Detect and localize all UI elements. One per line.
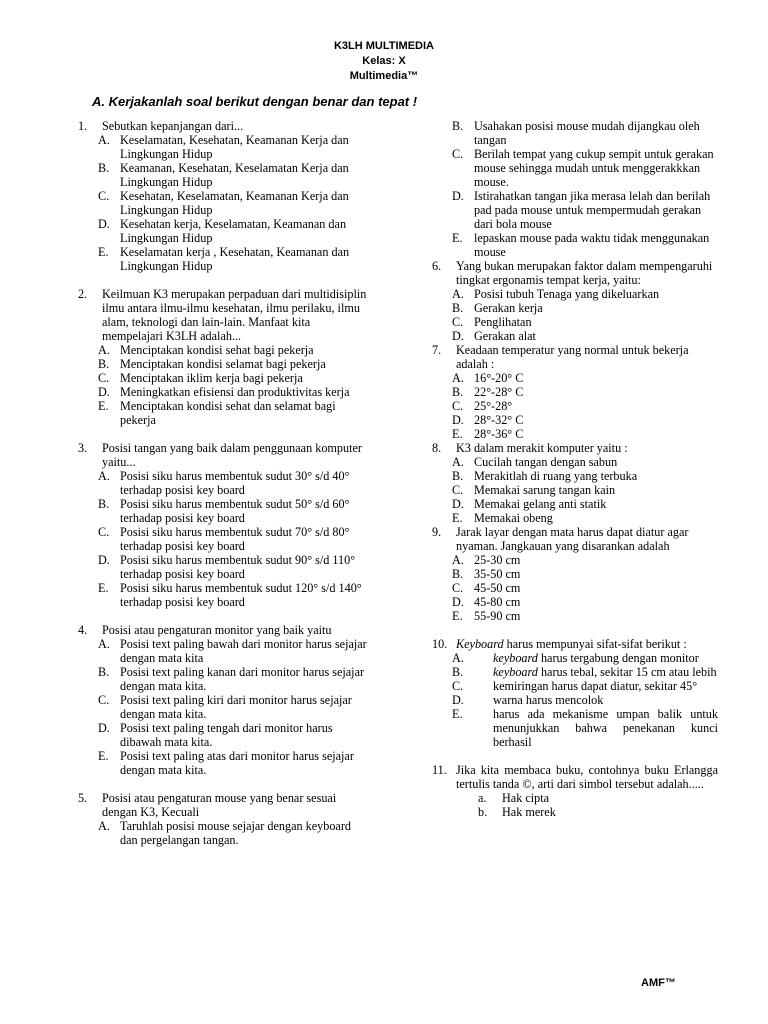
question-stem: Jarak layar dengan mata harus dapat diatur agar nyaman. Jangkauan yang disarankan adalah (456, 525, 689, 553)
question-number: 7. (432, 343, 442, 357)
option-d: D. Memakai gelang anti statik (452, 497, 607, 511)
question-1 (78, 119, 368, 273)
question-2 (78, 287, 368, 427)
footer-mark: AMF™ (641, 977, 676, 989)
option-a: A. Posisi tubuh Tenaga yang dikeluarkan (452, 287, 660, 301)
option-c: C. kemiringan harus dapat diatur, sekitar 45° (452, 679, 698, 693)
option-c: C. Penglihatan (452, 315, 532, 329)
left-column (78, 119, 368, 847)
question-5 (78, 791, 368, 847)
option-d: D. Istirahatkan tangan jika merasa lelah dan berilah pad pada mouse untuk mempermudah gerakan dari bola mouse (452, 189, 711, 231)
option-e: E. 55-90 cm (452, 609, 521, 623)
question-stem: harus mempunyai sifat-sifat berikut : (503, 637, 687, 651)
question-stem: Jika kita membaca buku, contohnya buku Erlangga tertulis tanda ©, arti dari simbol tersebut adalah..... (456, 763, 718, 791)
option-c: C. Menciptakan iklim kerja bagi pekerja (98, 371, 303, 385)
question-5-cont (432, 119, 718, 259)
question-stem: K3 dalam merakit komputer yaitu : (456, 441, 628, 455)
question-number: 11. (432, 763, 447, 777)
option-b: B. 22°-28° C (452, 385, 524, 399)
doc-subject: Multimedia™ (349, 70, 419, 82)
option-d: D. Gerakan alat (452, 329, 536, 343)
option-d: D. Posisi siku harus membentuk sudut 90° s/d 110° terhadap posisi key board (98, 553, 356, 581)
keyword-italic: Keyboard (456, 637, 504, 651)
question-10 (432, 637, 718, 749)
option-b: B. Merakitlah di ruang yang terbuka (452, 469, 638, 483)
option-b: B. Menciptakan kondisi selamat bagi pekerja (98, 357, 326, 371)
question-stem: Posisi atau pengaturan mouse yang benar sesuai dengan K3, Kecuali (102, 791, 337, 819)
doc-kelas: Kelas: X (362, 55, 406, 67)
option-d: D. Kesehatan kerja, Keselamatan, Keamanan dan Lingkungan Hidup (98, 217, 347, 245)
option-a: A. keyboard harus tergabung dengan monitor (452, 651, 699, 665)
question-number: 5. (78, 791, 88, 805)
question-number: 2. (78, 287, 88, 301)
question-number: 1. (78, 119, 88, 133)
option-d: D. Posisi text paling tengah dari monitor harus dibawah mata kita. (98, 721, 333, 749)
option-a: A. Posisi siku harus membentuk sudut 30° s/d 40° terhadap posisi key board (98, 469, 350, 497)
option-e: E. Posisi siku harus membentuk sudut 120° s/d 140° terhadap posisi key board (98, 581, 362, 609)
option-a: A. 16°-20° C (452, 371, 524, 385)
question-number: 6. (432, 259, 442, 273)
question-stem: Posisi atau pengaturan monitor yang baik yaitu (102, 623, 332, 637)
option-c: C. Memakai sarung tangan kain (452, 483, 616, 497)
option-a: A. Cucilah tangan dengan sabun (452, 455, 618, 469)
option-b: b. Hak merek (478, 805, 556, 819)
question-stem: Keadaan temperatur yang normal untuk bekerja adalah : (456, 343, 689, 371)
option-b: B. Usahakan posisi mouse mudah dijangkau oleh tangan (452, 119, 700, 147)
question-stem: Posisi tangan yang baik dalam penggunaan komputer yaitu... (102, 441, 362, 469)
option-e: E. Posisi text paling atas dari monitor harus sejajar dengan mata kita. (98, 749, 354, 777)
option-c: C. Posisi text paling kiri dari monitor harus sejajar dengan mata kita. (98, 693, 352, 721)
option-d: D. warna harus mencolok (452, 693, 604, 707)
option-c: C. Kesehatan, Keselamatan, Keamanan Kerja dan Lingkungan Hidup (98, 189, 349, 217)
question-3 (78, 441, 368, 609)
option-b: B. 35-50 cm (452, 567, 521, 581)
option-e: E. Keselamatan kerja , Kesehatan, Keamanan dan Lingkungan Hidup (98, 245, 350, 273)
question-number: 10. (432, 637, 448, 651)
option-d: D. Meningkatkan efisiensi dan produktivitas kerja (98, 385, 350, 399)
option-a: A. Keselamatan, Kesehatan, Keamanan Kerja dan Lingkungan Hidup (98, 133, 349, 161)
option-a: a. Hak cipta (478, 791, 550, 805)
question-4 (78, 623, 368, 777)
option-b: B. Posisi text paling kanan dari monitor harus sejajar dengan mata kita. (98, 665, 365, 693)
option-b: B. Posisi siku harus membentuk sudut 50° s/d 60° terhadap posisi key board (98, 497, 350, 525)
option-e: E. lepaskan mouse pada waktu tidak menggunakan mouse (452, 231, 710, 259)
option-c: C. Posisi siku harus membentuk sudut 70° s/d 80° terhadap posisi key board (98, 525, 350, 553)
question-number: 3. (78, 441, 88, 455)
option-b: B. Keamanan, Kesehatan, Keselamatan Kerja dan Lingkungan Hidup (98, 161, 349, 189)
option-e: E. harus ada mekanisme umpan balik untuk menunjukkan bahwa penekanan kunci berhasil (452, 707, 718, 749)
question-number: 4. (78, 623, 88, 637)
question-stem: Yang bukan merupakan faktor dalam mempengaruhi tingkat ergonamis tempat kerja, yaitu: (456, 259, 713, 287)
question-stem: Sebutkan kepanjangan dari... (102, 119, 244, 133)
question-9 (432, 525, 718, 623)
question-7 (432, 343, 718, 441)
option-e: E. Menciptakan kondisi sehat dan selamat bagi pekerja (98, 399, 336, 427)
question-number: 8. (432, 441, 442, 455)
right-column (432, 119, 718, 819)
section-title: A. Kerjakanlah soal berikut dengan benar dan tepat ! (92, 94, 418, 109)
option-d: D. 28°-32° C (452, 413, 524, 427)
question-number: 9. (432, 525, 442, 539)
option-a: A. Posisi text paling bawah dari monitor harus sejajar dengan mata kita (98, 637, 367, 665)
option-e: E. 28°-36° C (452, 427, 524, 441)
option-c: C. Berilah tempat yang cukup sempit untuk gerakan mouse sehingga mudah untuk menggerakkkan mouse. (452, 147, 714, 189)
question-11 (432, 763, 718, 819)
question-stem: Keilmuan K3 merupakan perpaduan dari multidisiplin ilmu antara ilmu-ilmu kesehatan, ilmu perilaku, ilmu alam, teknologi dan lain-lain. Manfaat kita mempelajari K3LH adalah... (102, 287, 367, 343)
option-e: E. Memakai obeng (452, 511, 553, 525)
option-a: A. 25-30 cm (452, 553, 521, 567)
option-c: C. 45-50 cm (452, 581, 521, 595)
option-b: B. Gerakan kerja (452, 301, 543, 315)
question-6 (432, 259, 718, 343)
doc-title: K3LH MULTIMEDIA (333, 40, 434, 52)
option-b: B. keyboard harus tebal, sekitar 15 cm atau lebih (452, 665, 717, 679)
question-8 (432, 441, 718, 525)
option-c: C. 25°-28° (452, 399, 513, 413)
option-d: D. 45-80 cm (452, 595, 521, 609)
option-a: A. Menciptakan kondisi sehat bagi pekerja (98, 343, 314, 357)
option-a: A. Taruhlah posisi mouse sejajar dengan keyboard dan pergelangan tangan. (98, 819, 351, 847)
